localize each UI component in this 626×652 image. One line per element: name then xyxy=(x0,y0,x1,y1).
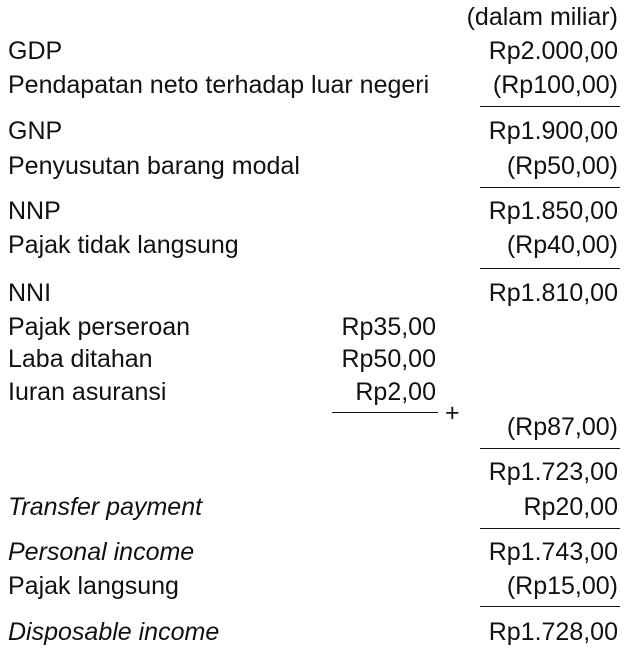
disposable-income-label: Disposable income xyxy=(8,618,220,646)
pajak-tidak-langsung-label: Pajak tidak langsung xyxy=(8,231,239,259)
rule-nnp xyxy=(480,187,620,188)
total-deductions-value: (Rp87,00) xyxy=(506,413,618,441)
gnp-value: Rp1.900,00 xyxy=(488,117,618,145)
personal-income-value: Rp1.743,00 xyxy=(488,538,618,566)
nnp-value: Rp1.850,00 xyxy=(488,197,618,225)
gnp-label: GNP xyxy=(8,117,63,145)
nnp-label: NNP xyxy=(8,197,61,225)
nni-value: Rp1.810,00 xyxy=(488,279,618,307)
rule-nni xyxy=(480,268,620,269)
laba-ditahan-label: Laba ditahan xyxy=(8,345,153,373)
penyusutan-label: Penyusutan barang modal xyxy=(8,152,300,180)
personal-income-label: Personal income xyxy=(8,538,195,566)
laba-ditahan-value: Rp50,00 xyxy=(341,345,436,373)
pajak-langsung-label: Pajak langsung xyxy=(8,572,179,600)
transfer-payment-value: Rp20,00 xyxy=(523,493,618,521)
rule-disposable-income xyxy=(480,606,620,607)
pendapatan-neto-value: (Rp100,00) xyxy=(492,71,618,99)
plus-sign: + xyxy=(445,399,460,427)
iuran-asuransi-label: Iuran asuransi xyxy=(8,378,167,406)
disposable-income-value: Rp1.728,00 xyxy=(488,618,618,646)
pajak-perseroan-value: Rp35,00 xyxy=(341,313,436,341)
pajak-perseroan-label: Pajak perseroan xyxy=(8,313,191,341)
rule-gnp xyxy=(480,106,620,107)
rule-after-deductions xyxy=(480,448,620,449)
rule-personal-income xyxy=(480,528,620,529)
nni-label: NNI xyxy=(8,279,52,307)
penyusutan-value: (Rp50,00) xyxy=(506,152,618,180)
rule-deductions xyxy=(332,412,438,413)
after-deductions-value: Rp1.723,00 xyxy=(488,458,618,486)
gdp-label: GDP xyxy=(8,37,63,65)
pajak-langsung-value: (Rp15,00) xyxy=(506,572,618,600)
pajak-tidak-langsung-value: (Rp40,00) xyxy=(506,231,618,259)
gdp-value: Rp2.000,00 xyxy=(488,37,618,65)
iuran-asuransi-value: Rp2,00 xyxy=(355,378,436,406)
unit-note: (dalam miliar) xyxy=(466,3,618,31)
pendapatan-neto-label: Pendapatan neto terhadap luar negeri xyxy=(8,71,430,99)
transfer-payment-label: Transfer payment xyxy=(8,493,203,521)
